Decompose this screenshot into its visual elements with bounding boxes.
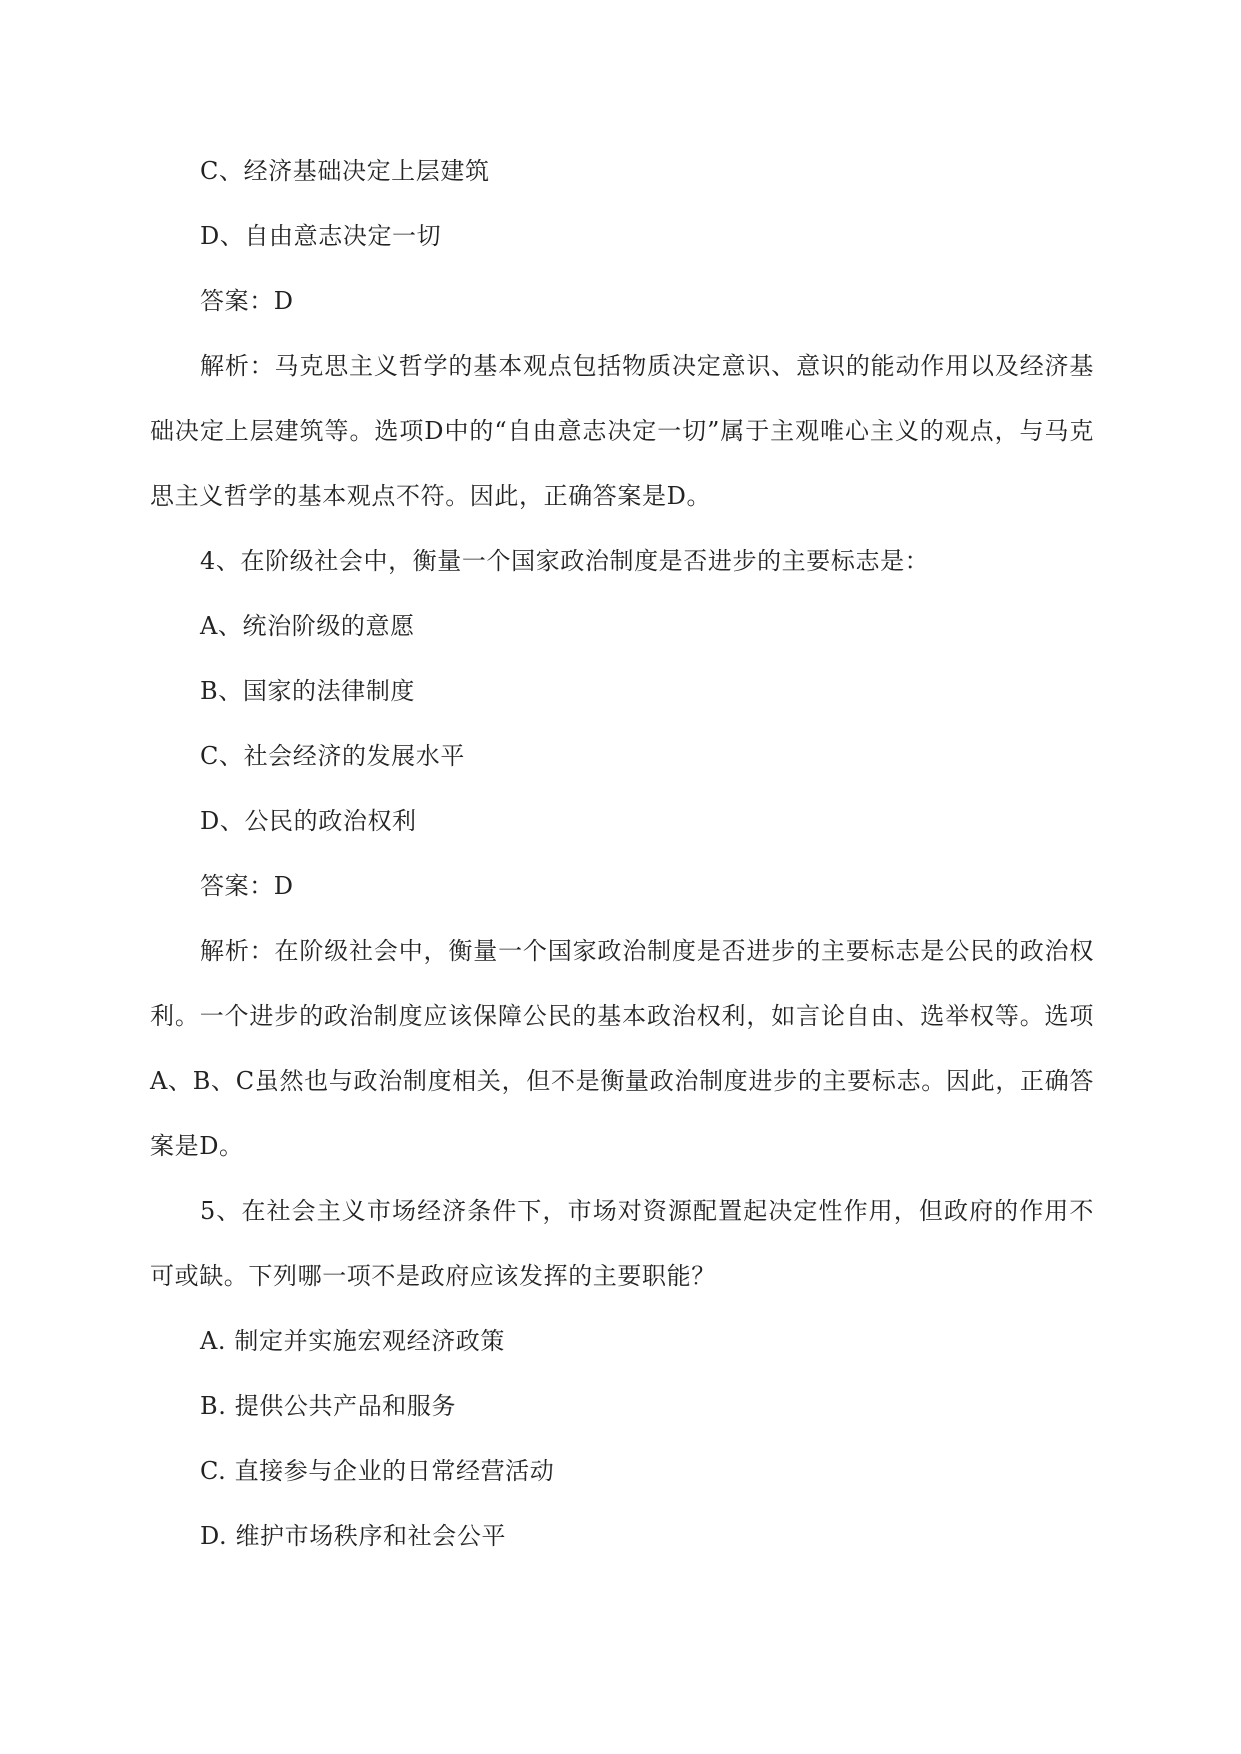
- q4-option-c: C、社会经济的发展水平: [200, 742, 465, 770]
- q5-question: 5、在社会主义市场经济条件下，市场对资源配置起决定性作用，但政府的作用不可或缺。下列哪一项不是政府应该发挥的主要职能？: [150, 1197, 1094, 1290]
- q3-option-c: C、经济基础决定上层建筑: [200, 157, 490, 185]
- q5-option-c: C. 直接参与企业的日常经营活动: [200, 1457, 555, 1485]
- q4-question: 4、在阶级社会中，衡量一个国家政治制度是否进步的主要标志是：: [200, 547, 930, 575]
- q5-option-a: A. 制定并实施宏观经济政策: [200, 1327, 505, 1355]
- q3-answer: 答案：D: [200, 287, 294, 315]
- q3-option-d: D、自由意志决定一切: [200, 222, 442, 250]
- q5-option-d: D. 维护市场秩序和社会公平: [200, 1522, 507, 1550]
- q4-analysis: 解析：在阶级社会中，衡量一个国家政治制度是否进步的主要标志是公民的政治权利。一个进步的政治制度应该保障公民的基本政治权利，如言论自由、选举权等。选项A、B、C虽然也与政治制度相关，但不是衡量政治制度进步的主要标志。因此，正确答案是D。: [150, 937, 1094, 1160]
- q4-option-b: B、国家的法律制度: [200, 677, 416, 705]
- document-body: [150, 139, 1094, 1569]
- q5-option-b: B. 提供公共产品和服务: [200, 1392, 457, 1420]
- q4-option-d: D、公民的政治权利: [200, 807, 417, 835]
- q3-analysis: 解析：马克思主义哲学的基本观点包括物质决定意识、意识的能动作用以及经济基础决定上层建筑等。选项D中的“自由意志决定一切”属于主观唯心主义的观点，与马克思主义哲学的基本观点不符。因此，正确答案是D。: [150, 352, 1094, 510]
- q4-option-a: A、统治阶级的意愿: [200, 612, 415, 640]
- q4-answer: 答案：D: [200, 872, 294, 900]
